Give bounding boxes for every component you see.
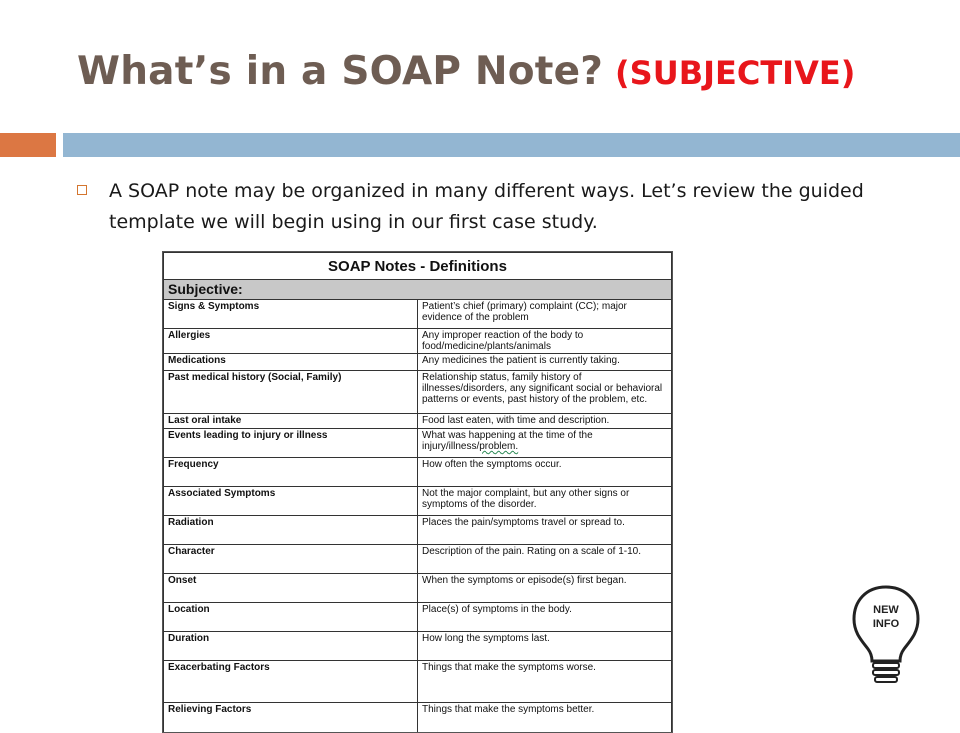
row-term: Past medical history (Social, Family)	[164, 371, 418, 414]
table-row	[164, 574, 672, 603]
row-definition	[418, 429, 672, 458]
bullet-square-icon	[77, 185, 87, 195]
row-term: Exacerbating Factors	[164, 661, 418, 703]
badge-line-new: NEW	[873, 604, 899, 616]
table-section-subjective: Subjective:	[164, 280, 672, 300]
table-row	[164, 516, 672, 545]
accent-bar-orange	[0, 133, 56, 157]
row-definition: Any medicines the patient is currently taking.	[418, 354, 672, 371]
row-definition: When the symptoms or episode(s) first began.	[418, 574, 672, 603]
table-row	[164, 371, 672, 414]
table-row	[164, 703, 672, 733]
row-term: Onset	[164, 574, 418, 603]
table-row	[164, 329, 672, 354]
table-row	[164, 458, 672, 487]
table-row	[164, 661, 672, 703]
row-definition: Places the pain/symptoms travel or spread to.	[418, 516, 672, 545]
table-row	[164, 545, 672, 574]
table-row	[164, 429, 672, 458]
row-term: Location	[164, 603, 418, 632]
row-term: Associated Symptoms	[164, 487, 418, 516]
row-definition: Any improper reaction of the body to food/medicine/plants/animals	[418, 329, 672, 354]
title-subjective: (SUBJECTIVE)	[615, 54, 856, 92]
lightbulb-base	[875, 677, 897, 682]
row-term: Signs & Symptoms	[164, 300, 418, 329]
row-definition: Place(s) of symptoms in the body.	[418, 603, 672, 632]
row-definition: How long the symptoms last.	[418, 632, 672, 661]
lightbulb-base	[873, 670, 899, 675]
badge-line-info: INFO	[872, 618, 900, 630]
accent-bar-blue	[63, 133, 960, 157]
row-term: Radiation	[164, 516, 418, 545]
spellcheck-underlined-word: problem.	[479, 441, 519, 452]
row-term: Medications	[164, 354, 418, 371]
table-row	[164, 300, 672, 329]
table-row	[164, 354, 672, 371]
title-main: What’s in a SOAP Note?	[77, 49, 604, 94]
soap-definitions-table	[162, 251, 673, 733]
row-definition: Things that make the symptoms worse.	[418, 661, 672, 703]
table-heading: SOAP Notes - Definitions	[164, 253, 672, 280]
row-definition: Description of the pain. Rating on a scale of 1-10.	[418, 545, 672, 574]
row-definition: How often the symptoms occur.	[418, 458, 672, 487]
row-term: Allergies	[164, 329, 418, 354]
row-term: Last oral intake	[164, 414, 418, 429]
table-row	[164, 487, 672, 516]
row-term: Duration	[164, 632, 418, 661]
lightbulb-icon	[848, 583, 924, 687]
row-definition: Food last eaten, with time and description.	[418, 414, 672, 429]
row-term: Frequency	[164, 458, 418, 487]
table-row	[164, 632, 672, 661]
table-row	[164, 603, 672, 632]
row-term: Events leading to injury or illness	[164, 429, 418, 458]
row-definition: Things that make the symptoms better.	[418, 703, 672, 733]
row-term: Character	[164, 545, 418, 574]
row-definition: Not the major complaint, but any other signs or symptoms of the disorder.	[418, 487, 672, 516]
bullet-text: A SOAP note may be organized in many different ways. Let’s review the guided template we will begin using in our first case study.	[109, 180, 864, 233]
row-definition-text: What was happening at the time of the injury/illness/	[422, 430, 593, 452]
table-row	[164, 414, 672, 429]
slide-title	[77, 49, 856, 94]
row-definition: Relationship status, family history of illnesses/disorders, any significant social or behavioral patterns or events, past history of the problem, etc.	[418, 371, 672, 414]
row-definition: Patient’s chief (primary) complaint (CC); major evidence of the problem	[418, 300, 672, 329]
row-term: Relieving Factors	[164, 703, 418, 733]
lightbulb-base	[873, 663, 899, 668]
